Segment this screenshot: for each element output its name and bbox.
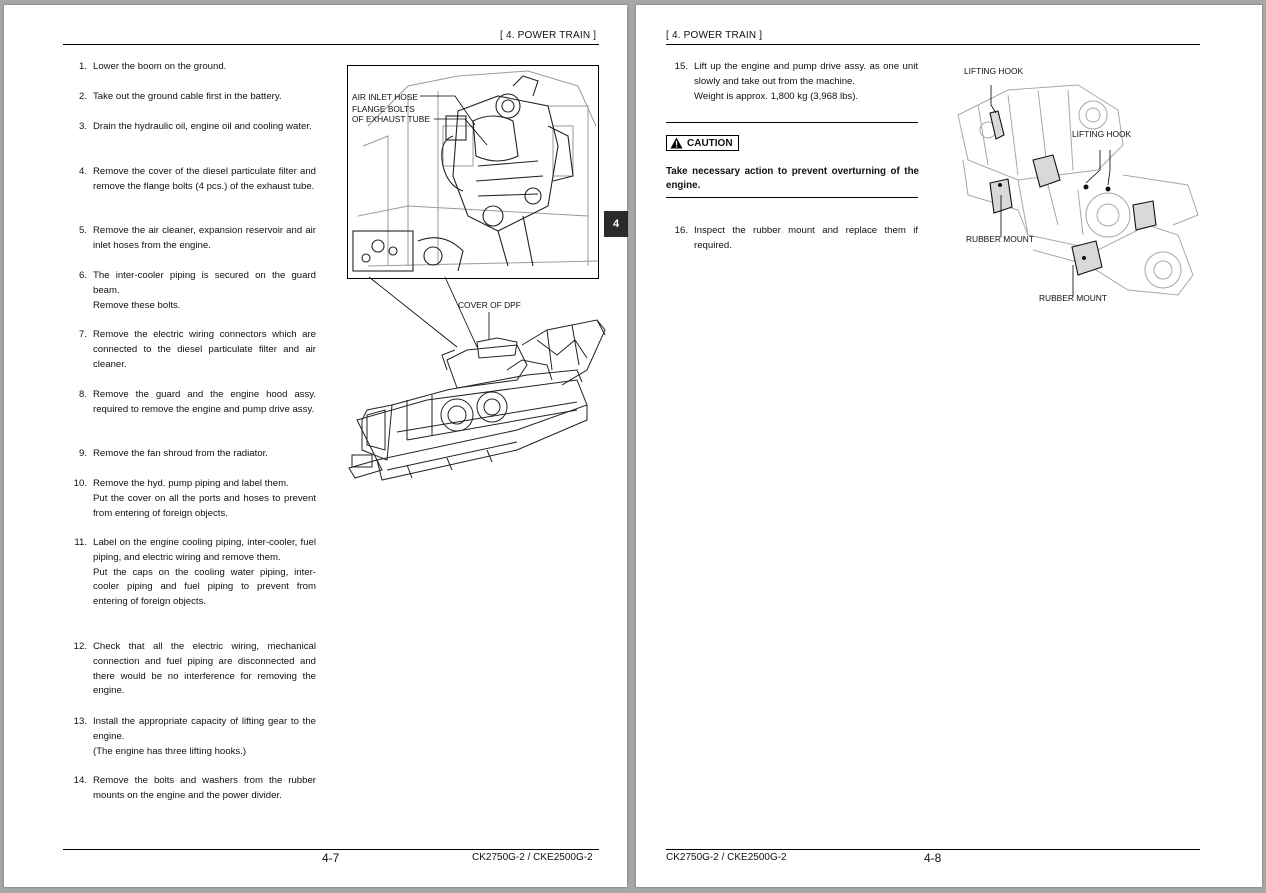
step-line: Remove these bolts. [93,299,181,311]
footer-model: CK2750G-2 / CKE2500G-2 [472,852,593,863]
exhaust-tube-label: OF EXHAUST TUBE [352,114,430,124]
step-text [694,60,918,104]
step-text [93,388,316,418]
step-number: 10. [73,478,87,489]
step-line: Take out the ground cable first in the battery. [93,91,282,102]
lifting-hook-label-1: LIFTING HOOK [964,66,1024,76]
step-number: 7. [78,329,87,340]
step-text [93,224,316,254]
step-line: Lift up the engine and pump drive assy. as one unit slowly and take out from the machine. [694,61,918,87]
step-line: Put the caps on the cooling water piping, inter-cooler piping and fuel piping to prevent from entering of foreign objects. [93,566,316,608]
step-text [93,774,316,804]
step-line: Remove the air cleaner, expansion reservoir and air inlet hoses from the engine. [93,225,316,251]
header-rule [63,44,599,45]
chapter-tab: 4 [604,211,628,237]
step-line: Weight is approx. 1,800 kg (3,968 lbs). [694,90,859,102]
step-number: 8. [78,389,87,400]
step-number: 6. [78,270,87,281]
step-text [93,477,316,521]
step-text [93,328,316,372]
step-line: Remove the guard and the engine hood assy. required to remove the engine and pump drive assy. [93,389,316,415]
manual-page-left [4,5,627,887]
page-number: 4-8 [924,851,942,865]
step-line: Lower the boom on the ground. [93,61,227,72]
step-number: 4. [78,166,87,177]
air-inlet-hose-label: AIR INLET HOSE [352,92,418,102]
section-header: [ 4. POWER TRAIN ] [666,30,763,41]
step-text [93,269,316,313]
step-number: 14. [73,775,87,786]
step-line: Inspect the rubber mount and replace them if required. [694,225,918,251]
step-number: 3. [78,121,87,132]
section-header: [ 4. POWER TRAIN ] [500,30,597,41]
step-number: 2. [78,91,87,102]
step-number: 11. [74,537,87,548]
engine-closeup-leaders [347,65,597,277]
step-number: 1. [78,61,87,72]
step-text [93,165,316,195]
step-line: Remove the cover of the diesel particulate filter and remove the flange bolts (4 pcs.) of the exhaust tube. [93,166,316,192]
cover-of-dpf-label: COVER OF DPF [458,300,521,310]
step-text [93,447,316,462]
step-line: Remove the fan shroud from the radiator. [93,448,268,459]
step-number: 5. [78,225,87,236]
step-number: 13. [73,716,87,727]
step-line: Remove the hyd. pump piping and label them. [93,478,289,489]
step-number: 16. [674,225,688,236]
step-number: 12. [73,641,87,652]
step-line: Remove the bolts and washers from the rubber mounts on the engine and the power divider. [93,775,316,801]
step-line: Check that all the electric wiring, mechanical connection and fuel piping are disconnected and there would be no interference for removing the engine. [93,641,316,697]
manual-page-right [636,5,1262,887]
caution-text: Take necessary action to prevent overturning of the engine. [666,166,919,191]
step-number: 9. [78,448,87,459]
step-text [93,640,316,699]
footer-model: CK2750G-2 / CKE2500G-2 [666,852,787,863]
step-text [93,90,316,105]
step-line: The inter-cooler piping is secured on the guard beam. [93,270,316,296]
step-text [93,60,316,75]
lifting-hook-label-2: LIFTING HOOK [1072,129,1132,139]
flange-bolts-label: FLANGE BOLTS [352,104,415,114]
rubber-mount-label-1: RUBBER MOUNT [966,234,1034,244]
step-line: Install the appropriate capacity of lifting gear to the engine. [93,716,316,742]
step-line: Label on the engine cooling piping, inter-cooler, fuel piping, and electric wiring and remove them. [93,537,316,563]
step-line: (The engine has three lifting hooks.) [93,745,247,757]
rubber-mount-label-2: RUBBER MOUNT [1039,293,1107,303]
step-line: Put the cover on all the ports and hoses to prevent from entering of foreign objects. [93,492,316,519]
engine-lifting-drawing [948,75,1203,305]
footer-rule [666,849,1200,850]
machine-overview-drawing [347,310,607,495]
caution-box [666,135,739,151]
step-line: Remove the electric wiring connectors which are connected to the diesel particulate filter and air cleaner. [93,329,316,370]
step-text [93,120,316,135]
step-text [694,224,918,254]
caution-label: CAUTION [687,137,733,149]
step-line: Drain the hydraulic oil, engine oil and cooling water. [93,121,312,132]
footer-rule [63,849,599,850]
step-text [93,536,316,610]
caution-top-rule [666,122,918,123]
step-text [93,715,316,759]
step-number: 15. [674,61,688,72]
caution-bottom-rule [666,197,918,198]
header-rule [666,44,1200,45]
warning-triangle-icon [670,137,683,149]
page-number: 4-7 [322,851,340,865]
